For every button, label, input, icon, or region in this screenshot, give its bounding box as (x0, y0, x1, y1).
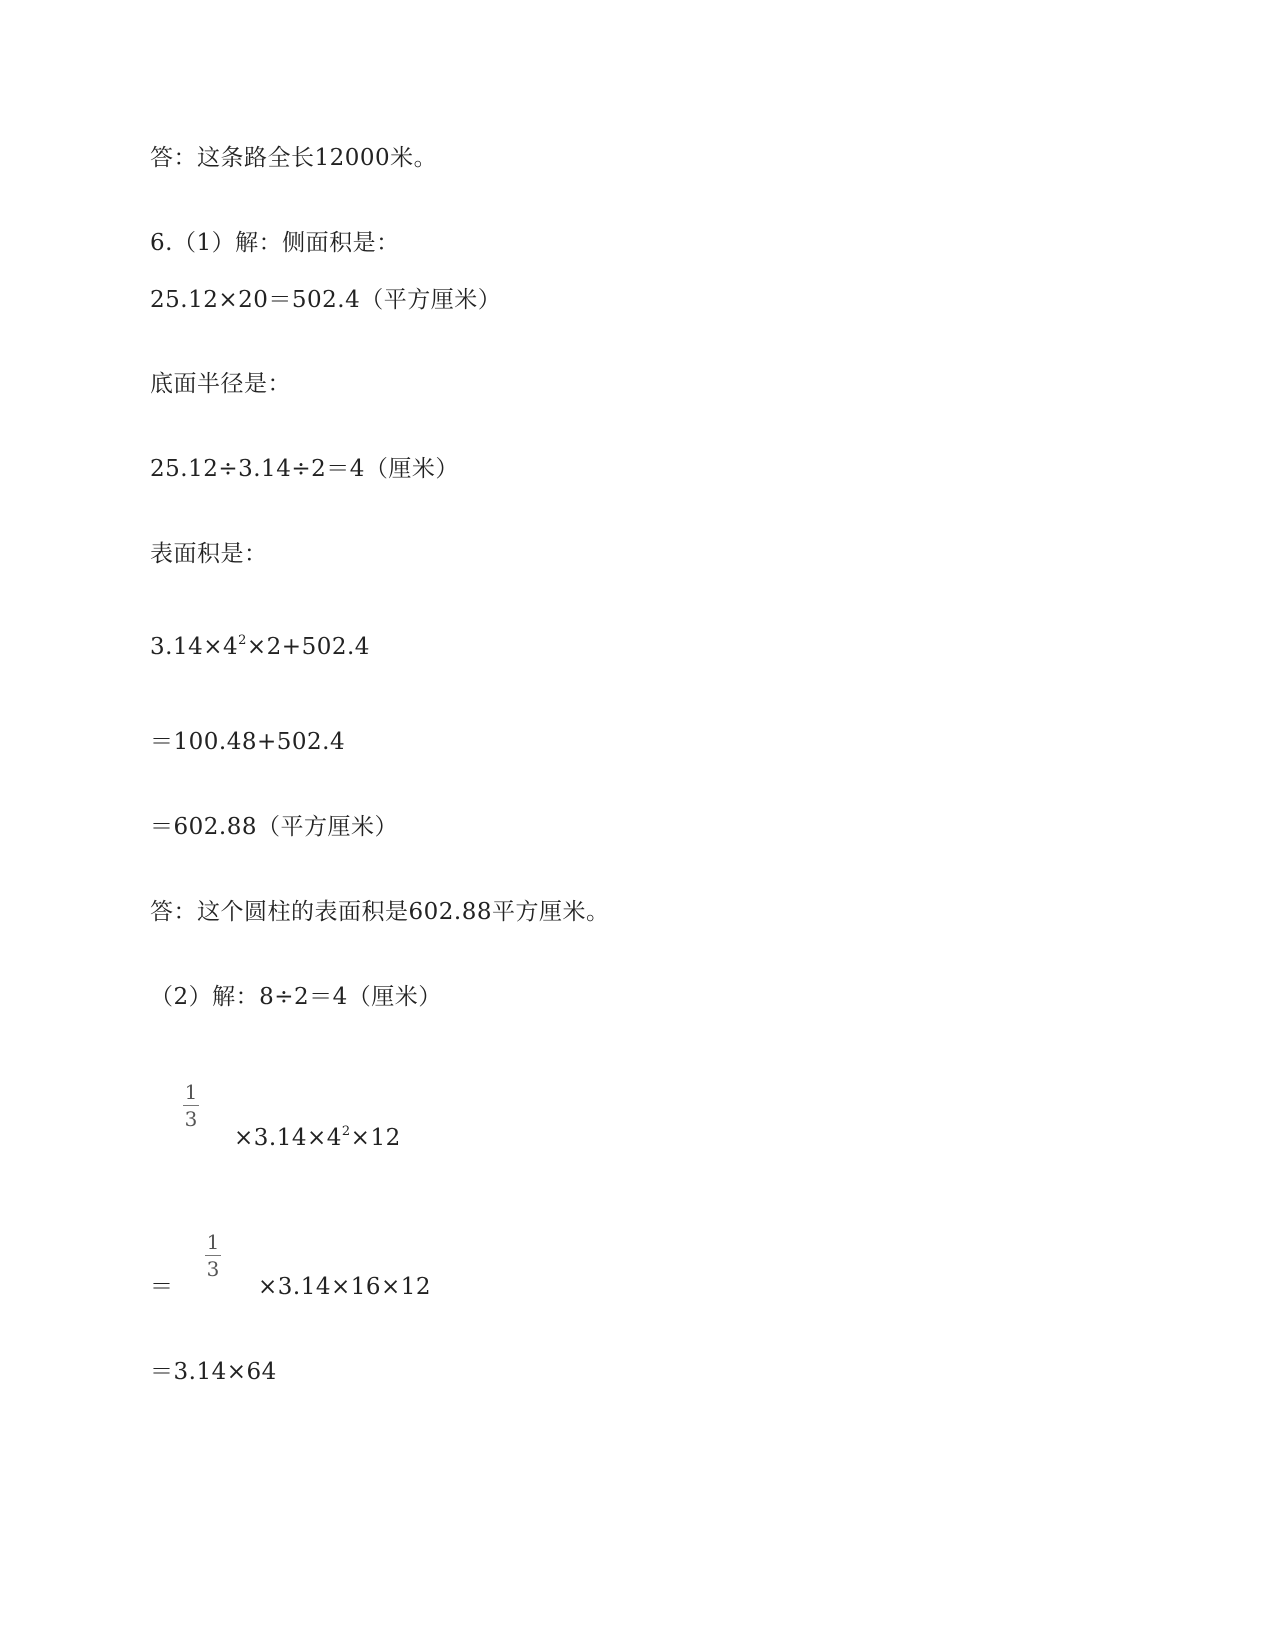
fraction-2-bar (205, 1255, 221, 1256)
answer-road-length: 答：这条路全长12000米。 (150, 145, 438, 171)
volume-step-3: ＝3.14×64 (150, 1359, 277, 1385)
volume-step-1-exponent: 2 (341, 1124, 351, 1139)
volume-step-1-pre: ×3.14×4 (234, 1125, 342, 1151)
base-radius-calculation: 25.12÷3.14÷2＝4（厘米） (150, 456, 459, 482)
answer-surface-area: 答：这个圆柱的表面积是602.88平方厘米。 (150, 899, 610, 925)
surface-area-step-2: ＝100.48+502.4 (150, 729, 346, 755)
step-1-pre: 3.14×4 (150, 634, 239, 660)
volume-step-2-equals: ＝ (150, 1274, 174, 1300)
lateral-area-calculation: 25.12×20＝502.4（平方厘米） (150, 287, 502, 313)
base-radius-heading: 底面半径是： (150, 371, 291, 397)
surface-area-heading: 表面积是： (150, 541, 268, 567)
problem-6-part-2-heading: （2）解：8÷2＝4（厘米） (150, 984, 442, 1010)
volume-step-1-post: ×12 (350, 1125, 401, 1151)
fraction-1-denominator: 3 (184, 1107, 198, 1131)
problem-6-part-1-heading: 6.（1）解：侧面积是： (150, 230, 400, 256)
volume-step-2: ×3.14×16×12 (258, 1274, 432, 1300)
surface-area-step-1 (150, 632, 370, 662)
fraction-2-numerator: 1 (206, 1230, 220, 1254)
step-1-exponent: 2 (238, 633, 247, 648)
fraction-1-bar (183, 1105, 199, 1106)
volume-step-1 (234, 1123, 401, 1153)
fraction-one-third-2 (203, 1231, 223, 1280)
surface-area-step-3: ＝602.88（平方厘米） (150, 814, 398, 840)
fraction-one-third-1 (181, 1081, 201, 1130)
fraction-2-denominator: 3 (206, 1257, 220, 1281)
fraction-1-numerator: 1 (184, 1080, 198, 1104)
step-1-post: ×2+502.4 (246, 634, 370, 660)
